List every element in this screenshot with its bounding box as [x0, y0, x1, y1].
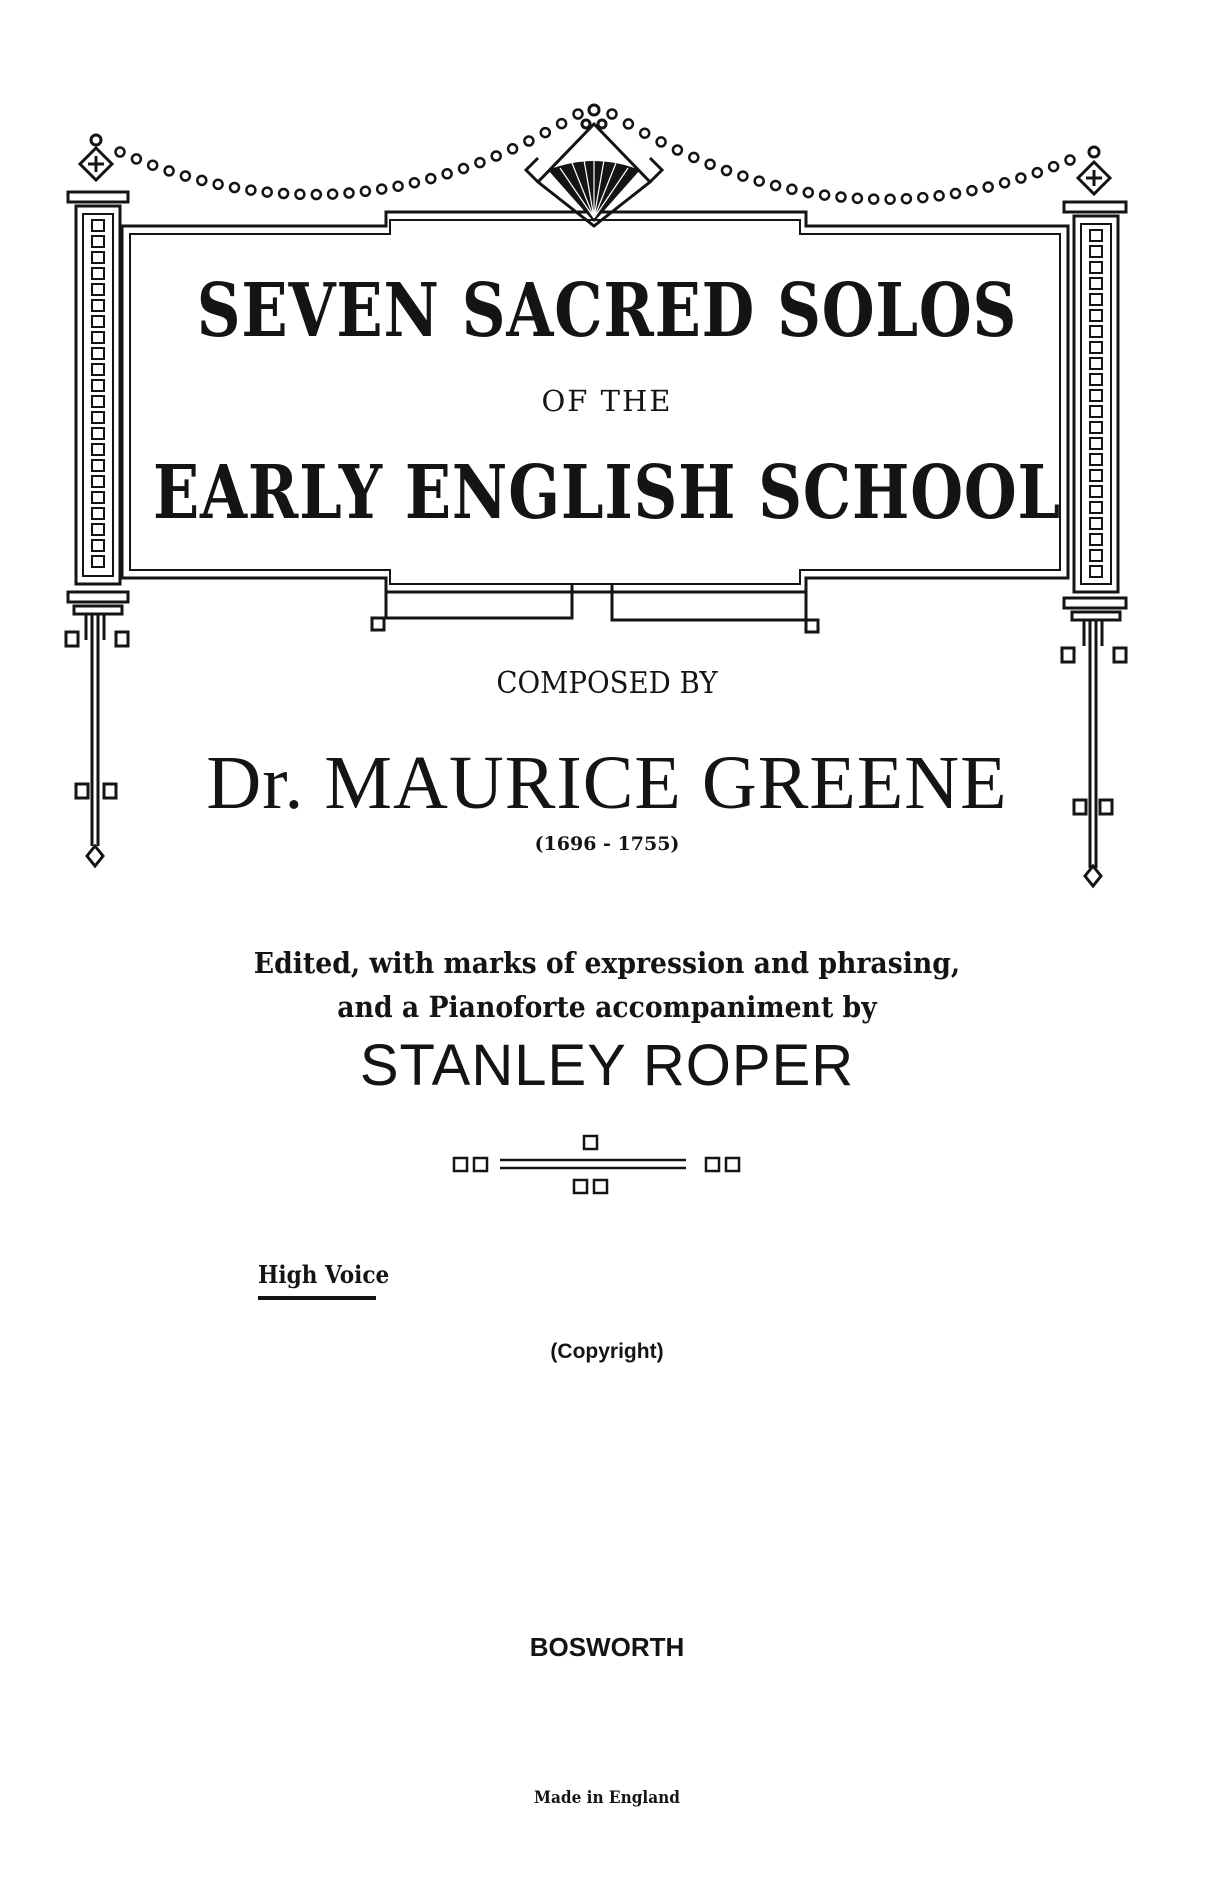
column-square: [1090, 422, 1102, 433]
garland-bead: [935, 191, 944, 200]
garland-bead: [804, 188, 813, 197]
garland-bead: [361, 187, 370, 196]
garland-bead: [410, 178, 419, 187]
column-square: [1090, 246, 1102, 257]
column-square: [92, 460, 104, 471]
garland-bead: [295, 190, 304, 199]
garland-bead: [574, 110, 583, 119]
column-square: [1090, 550, 1102, 561]
column-square: [92, 268, 104, 279]
column-square: [92, 428, 104, 439]
column-square: [1090, 230, 1102, 241]
edited-line-2: and a Pianoforte accompaniment by: [337, 990, 877, 1024]
garland-bead: [640, 129, 649, 138]
column-square: [92, 508, 104, 519]
garland-bead: [984, 183, 993, 192]
garland-bead: [1049, 162, 1058, 171]
editor-name: STANLEY ROPER: [359, 1033, 855, 1098]
column-square: [92, 220, 104, 231]
garland-bead: [345, 189, 354, 198]
garland-bead: [722, 166, 731, 175]
garland-bead: [279, 189, 288, 198]
garland-bead: [214, 180, 223, 189]
voice-label: High Voice: [258, 1260, 390, 1289]
garland-bead: [902, 194, 911, 203]
garland-bead: [475, 158, 484, 167]
garland-bead: [608, 110, 617, 119]
garland-bead: [377, 185, 386, 194]
edited-line-1: Edited, with marks of expression and phrasing,: [253, 946, 961, 980]
garland-bead: [673, 146, 682, 155]
column-square: [92, 556, 104, 567]
garland-bead: [755, 177, 764, 186]
garland-bead: [263, 188, 272, 197]
garland-bead: [853, 194, 862, 203]
column-square: [92, 364, 104, 375]
column-square: [92, 524, 104, 535]
garland-bead: [689, 153, 698, 162]
garland-bead: [1033, 168, 1042, 177]
column-square: [92, 236, 104, 247]
column-square: [92, 252, 104, 263]
garland-bead: [116, 148, 125, 157]
garland-bead: [886, 195, 895, 204]
garland-bead: [657, 137, 666, 146]
garland-bead: [738, 172, 747, 181]
garland-bead: [524, 137, 533, 146]
title-line-1: SEVEN SACRED SOLOS: [196, 268, 1018, 354]
garland-bead: [837, 193, 846, 202]
garland-bead: [869, 195, 878, 204]
copyright-notice: (Copyright): [550, 1340, 664, 1363]
garland-bead: [771, 181, 780, 190]
garland-bead: [230, 183, 239, 192]
garland-bead: [1066, 156, 1075, 165]
garland-bead: [1016, 174, 1025, 183]
garland-bead: [132, 154, 141, 163]
garland-bead: [951, 189, 960, 198]
garland-bead: [181, 172, 190, 181]
voice-underline: [258, 1296, 376, 1300]
title-line-2: OF THE: [541, 384, 673, 418]
garland-bead: [541, 128, 550, 137]
publisher-name: BOSWORTH: [529, 1632, 685, 1662]
column-square: [92, 540, 104, 551]
garland-bead: [820, 191, 829, 200]
title-line-3: EARLY ENGLISH SCHOOL: [152, 450, 1062, 536]
garland-bead: [459, 164, 468, 173]
garland-bead: [443, 169, 452, 178]
garland-bead: [197, 176, 206, 185]
garland-bead: [787, 185, 796, 194]
garland-bead: [312, 190, 321, 199]
column-square: [1090, 566, 1102, 577]
garland-bead: [246, 186, 255, 195]
garland-bead: [624, 119, 633, 128]
column-square: [92, 444, 104, 455]
composer-dates: (1696 - 1755): [534, 833, 680, 855]
column-square: [92, 476, 104, 487]
composed-by-label: COMPOSED BY: [496, 666, 718, 701]
made-in-notice: Made in England: [534, 1788, 680, 1808]
composer-name: Dr. MAURICE GREENE: [206, 741, 1008, 825]
garland-bead: [328, 190, 337, 199]
column-square: [92, 492, 104, 503]
column-square: [92, 284, 104, 295]
garland-bead: [394, 182, 403, 191]
garland-bead: [706, 160, 715, 169]
garland-bead: [557, 119, 566, 128]
garland-bead: [165, 166, 174, 175]
column-square: [92, 316, 104, 327]
column-square: [1090, 358, 1102, 369]
garland-bead: [1000, 178, 1009, 187]
garland-bead: [967, 186, 976, 195]
garland-bead: [508, 144, 517, 153]
garland-bead: [426, 174, 435, 183]
column-square: [92, 332, 104, 343]
garland-bead: [492, 152, 501, 161]
column-square: [1090, 438, 1102, 449]
column-square: [92, 348, 104, 359]
column-square: [92, 300, 104, 311]
garland-bead: [148, 161, 157, 170]
garland-bead: [918, 193, 927, 202]
